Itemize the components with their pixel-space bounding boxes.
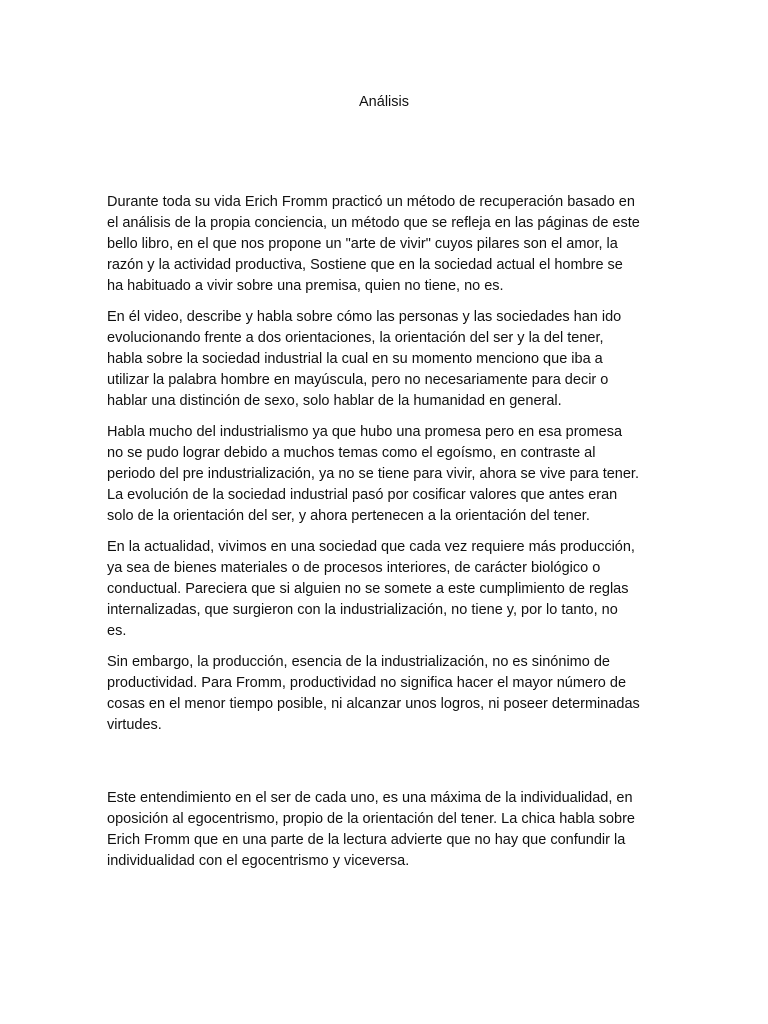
document-title: Análisis: [359, 94, 409, 110]
paragraph-5: [107, 652, 673, 736]
document-body: [107, 192, 673, 872]
paragraph-line: La evolución de la sociedad industrial pasó por cosificar valores que antes eran: [107, 487, 618, 503]
paragraph-line: internalizadas, que surgieron con la industrialización, no tiene y, por lo tanto, no: [107, 602, 618, 618]
paragraph-line: Durante toda su vida Erich Fromm practicó un método de recuperación basado en: [107, 194, 635, 210]
paragraph-line: cosas en el menor tiempo posible, ni alcanzar unos logros, ni poseer determinadas: [107, 696, 640, 712]
paragraph-3: [107, 422, 673, 527]
paragraph-line: ya sea de bienes materiales o de procesos interiores, de carácter biológico o: [107, 560, 601, 576]
paragraph-line: Este entendimiento en el ser de cada uno, es una máxima de la individualidad, en: [107, 790, 633, 806]
paragraph-line: el análisis de la propia conciencia, un método que se refleja en las páginas de este: [107, 215, 640, 231]
paragraph-line: periodo del pre industrialización, ya no se tiene para vivir, ahora se vive para tener.: [107, 466, 639, 482]
paragraph-line: evolucionando frente a dos orientaciones, la orientación del ser y la del tener,: [107, 330, 604, 346]
paragraph-line: hablar una distinción de sexo, solo hablar de la humanidad en general.: [107, 393, 562, 409]
paragraph-line: En la actualidad, vivimos en una sociedad que cada vez requiere más producción,: [107, 539, 635, 555]
paragraph-line: individualidad con el egocentrismo y viceversa.: [107, 853, 410, 869]
paragraph-line: Sin embargo, la producción, esencia de la industrialización, no es sinónimo de: [107, 654, 610, 670]
paragraph-line: conductual. Pareciera que si alguien no se somete a este cumplimiento de reglas: [107, 581, 629, 597]
paragraph-line: razón y la actividad productiva, Sostiene que en la sociedad actual el hombre se: [107, 257, 623, 273]
paragraph-line: En él video, describe y habla sobre cómo las personas y las sociedades han ido: [107, 309, 622, 325]
paragraph-line: virtudes.: [107, 717, 162, 733]
paragraph-4: [107, 537, 673, 642]
paragraph-line: solo de la orientación del ser, y ahora pertenecen a la orientación del tener.: [107, 508, 590, 524]
paragraph-1: [107, 192, 673, 297]
paragraph-line: no se pudo lograr debido a muchos temas como el egoísmo, en contraste al: [107, 445, 596, 461]
paragraph-line: utilizar la palabra hombre en mayúscula, pero no necesariamente para decir o: [107, 372, 609, 388]
paragraph-line: es.: [107, 623, 127, 639]
paragraph-line: habla sobre la sociedad industrial la cual en su momento menciono que iba a: [107, 351, 603, 367]
paragraph-line: ha habituado a vivir sobre una premisa, quien no tiene, no es.: [107, 278, 504, 294]
paragraph-line: Erich Fromm que en una parte de la lectura advierte que no hay que confundir la: [107, 832, 626, 848]
paragraph-line: bello libro, en el que nos propone un "arte de vivir" cuyos pilares son el amor, la: [107, 236, 618, 252]
paragraph-line: productividad. Para Fromm, productividad no significa hacer el mayor número de: [107, 675, 627, 691]
paragraph-line: oposición al egocentrismo, propio de la orientación del tener. La chica habla sobre: [107, 811, 635, 827]
paragraph-6: [107, 788, 673, 872]
paragraph-line: Habla mucho del industrialismo ya que hubo una promesa pero en esa promesa: [107, 424, 623, 440]
paragraph-2: [107, 307, 673, 412]
